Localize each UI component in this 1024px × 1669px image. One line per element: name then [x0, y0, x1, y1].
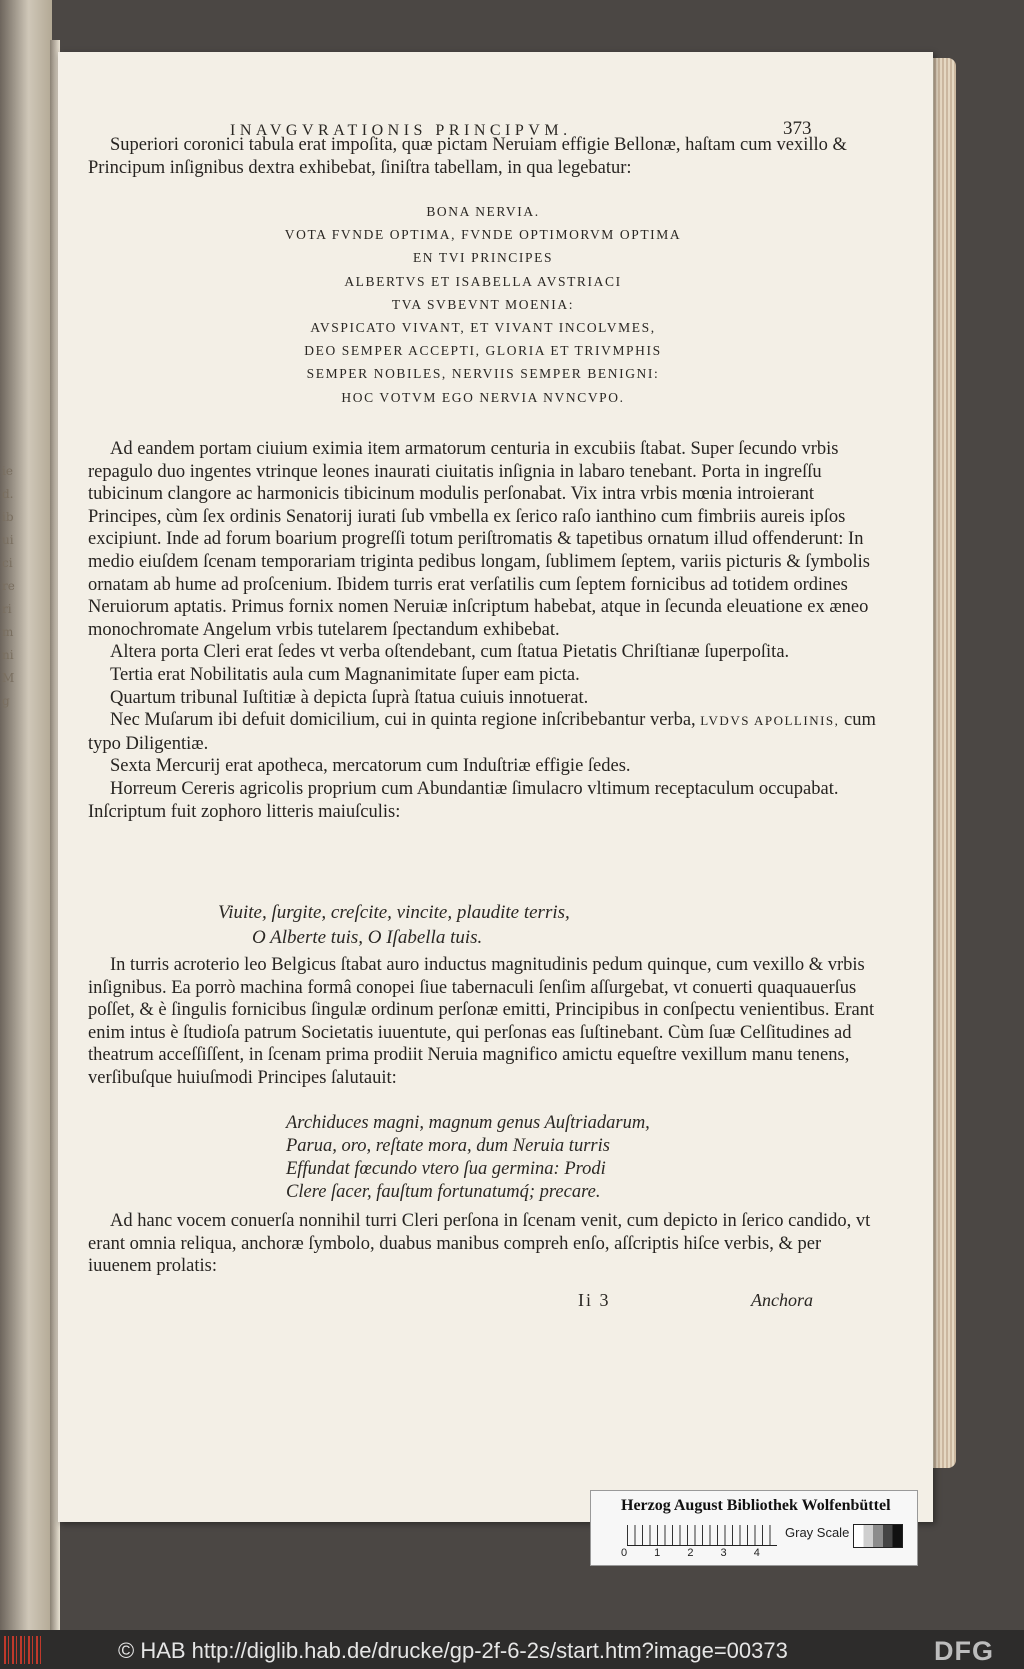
verse-line: Effundat fœcundo vtero ſua germina: Prodi — [286, 1159, 606, 1179]
text-run: Nec Muſarum ibi defuit domicilium, cui in quinta regione inſcribebantur verba, — [110, 710, 696, 731]
fragment: ib — [2, 510, 14, 524]
ruler — [627, 1525, 777, 1546]
fragment: M — [2, 671, 15, 685]
body-section-3 — [88, 1210, 878, 1278]
paragraph: Tertia erat Nobilitatis aula cum Magnanimitate ſuper eam picta. — [110, 664, 580, 685]
facing-page-edge — [0, 0, 52, 1630]
fragment: ie — [2, 464, 13, 478]
paragraph: Sexta Mercurij erat apotheca, mercatorum cum Induſtriæ effigie ſedes. — [110, 756, 631, 777]
inscription-line: ALBERTVS ET ISABELLA AVSTRIACI — [344, 273, 622, 289]
paragraph: Altera porta Cleri erat ſedes vt verba oſtendebant, cum ſtatua Pietatis Chriſtianæ ſuperpoſita. — [110, 642, 790, 663]
inscription-line: HOC VOTVM EGO NERVIA NVNCVPO. — [341, 389, 625, 405]
fragment: ci — [2, 556, 13, 570]
verse-line: O Alberte tuis, O Iſabella tuis. — [252, 927, 483, 948]
paragraph: Quartum tribunal Iuſtitiæ à depicta ſuprà ſtatua cuiuis innotuerat. — [110, 687, 589, 708]
verse-line: Parua, oro, reſtate mora, dum Neruia turris — [286, 1136, 610, 1156]
verse-line: Viuite, ſurgite, creſcite, vincite, plaudite terris, — [218, 902, 570, 923]
barcode-icon — [4, 1636, 44, 1664]
paragraph — [88, 709, 878, 755]
gray-scale-swatch — [853, 1524, 903, 1548]
paragraph: Ad hanc vocem conuerſa nonnihil turri Cleri perſona in ſcenam venit, cum depicto in ſerico candido, vt erant omnia reliqua, anchoræ ſymbolo, duabus manibus compreh enſo, aſſcriptis hiſce verbis, & per iuuenem prolatis: — [88, 1211, 871, 1277]
fragment: ui — [2, 533, 14, 547]
inscription-block — [88, 200, 878, 409]
inscription-line: SEMPER NOBILES, NERVIIS SEMPER BENIGNI: — [306, 366, 660, 382]
verse-line: Archiduces magni, magnum genus Auſtriadarum, — [286, 1113, 650, 1133]
fragment: d. — [2, 487, 14, 501]
inscription-line: DEO SEMPER ACCEPTI, GLORIA ET TRIVMPHIS — [304, 343, 662, 359]
page-block-edge — [930, 58, 956, 1468]
page-number: 373 — [783, 118, 812, 139]
verse-line: Clere ſacer, fauſtum fortunatumq́; precare. — [286, 1182, 601, 1202]
footer-bar — [0, 1630, 1024, 1669]
fragment: ri — [2, 602, 12, 616]
running-head: INAVGVRATIONIS PRINCIPVM. — [230, 122, 572, 139]
paragraph: Ad eandem portam ciuium eximia item armatorum centuria in excubiis ſtabat. Super ſecundo vrbis repagulo duo ingentes vtrinque leones inaurati ciuitatis inſignia in labaro tenebant. Porta in ingreſſu tubicinum clangore ac harmonicis tibicinum modulis perſonabat. Vix intra vrbis mœnia introierant Principes, cùm ſex ordinis Senatorij iurati ſub vmbella ex ſerico raſo ianthino cum fimbriis aureis ipſos excipiunt. Inde ad forum boarium progreſſi totum periſtromatis & tapetibus ornatum illud offenderunt: In medio eiuſdem ſcenam temporariam triginta pedibus longam, ſublimem ſeptem, variis picturis & ſymbolis ornatam ab hume ad proſcenium. Ibidem turris erat verſatilis cum ſeptem fornicibus ad totidem ordines Neruiorum aptatis. Primus fornix nomen Neruiæ inſcriptum habebat, atque in ſecunda eleuatione ex æneo monochromate Angelum vrbis tutelarem ſpectandum exhibebat. — [88, 439, 870, 640]
book-page — [58, 52, 933, 1522]
library-name: Herzog August Bibliothek Wolfenbüttel — [621, 1497, 891, 1514]
inscription-line: TVA SVBEVNT MOENIA: — [391, 296, 575, 312]
paragraph: In turris acroterio leo Belgicus ſtabat auro inductus magnitudinis pedum quinque, cum vexillo & vrbis inſignibus. Ea porrò machina formâ conopei ſiue tabernaculi ſenſim aſſurgebat, vt conuerti quaquauerſus poſſet, & è ſingulis fornicibus ſingulæ ordinum perſonæ emitti, Principibus in conſpectu venientibus. Erant enim intus è ſtudioſa patrum Societatis iuuentute, qui perſonas eas ſuſtinebant. Cùm ſuæ Celſitudines ad theatrum acceſſiſſent, in ſcenam prima prodiit Neruia magnifico amictu equeſtre vexillum manu tenens, verſibuſque huiuſmodi Principes ſalutauit: — [88, 955, 875, 1088]
color-scale-card — [590, 1490, 918, 1566]
fragment: g — [2, 694, 10, 708]
inscription-line: AVSPICATO VIVANT, ET VIVANT INCOLVMES, — [310, 320, 656, 336]
signature-mark: Ii 3 — [578, 1290, 611, 1310]
ruler-numbers: 0 1 2 3 4 — [621, 1547, 760, 1559]
paragraph: Horreum Cereris agricolis proprium cum Abundantiæ ſimulacro vltimum receptaculum occupabat. Inſcriptum fuit zophoro litteris maiuſculis: — [88, 778, 839, 822]
verse-block-1 — [218, 900, 570, 950]
body-section-1 — [88, 438, 878, 823]
verse-block-2 — [286, 1112, 650, 1204]
facing-page-fragments — [2, 460, 18, 713]
body-section-2 — [88, 954, 878, 1090]
gray-scale-label: Gray Scale — [785, 1525, 850, 1540]
dfg-logo: DFG — [934, 1636, 994, 1666]
inscription-line: VOTA FVNDE OPTIMA, FVNDE OPTIMORVM OPTIMA — [284, 227, 682, 243]
fragment: ni — [2, 648, 14, 662]
catchword: Anchora — [751, 1290, 813, 1310]
paragraph: Superiori coronici tabula erat impoſita, quæ pictam Neruiam effigie Bellonæ, haſtam cum vexillo & Principum inſignibus dextra exhibebat, ſiniſtra tabellam, in qua legebatur: — [88, 135, 847, 178]
intro-paragraph — [88, 134, 878, 179]
inscription-line: EN TVI PRINCIPES — [412, 250, 554, 266]
inscription-line: BONA NERVIA. — [426, 204, 540, 219]
small-caps-text: LVDVS APOLLINIS, — [700, 713, 840, 729]
credit-link[interactable]: © HAB http://diglib.hab.de/drucke/gp-2f-6-2s/start.htm?image=00373 — [118, 1638, 788, 1663]
text-run: cum typo Diligentiæ. — [88, 710, 876, 754]
fragment: re — [2, 579, 15, 593]
fragment: m — [2, 625, 14, 639]
